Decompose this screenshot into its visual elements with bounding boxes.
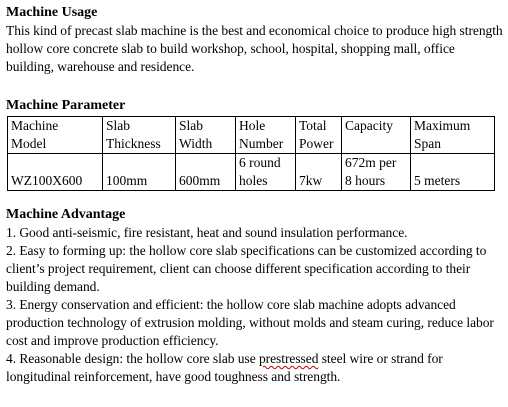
spacer bbox=[6, 76, 506, 96]
cell-text bbox=[179, 154, 231, 172]
cell-text: 7kw bbox=[299, 173, 323, 188]
machine-parameter-heading: Machine Parameter bbox=[6, 98, 126, 113]
document bbox=[6, 3, 506, 386]
cell-text bbox=[11, 154, 98, 172]
cell-text: 5 meters bbox=[414, 173, 461, 188]
cell-text: Number bbox=[239, 136, 284, 151]
table-header-row bbox=[8, 117, 495, 154]
cell-text: Model bbox=[11, 136, 47, 151]
data-cell-capacity bbox=[342, 154, 411, 191]
cell-text: Hole bbox=[239, 118, 266, 133]
cell-text: Span bbox=[414, 136, 441, 151]
cell-text: 100mm bbox=[106, 173, 148, 188]
cell-text: WZ100X600 bbox=[11, 173, 83, 188]
parameter-table bbox=[7, 116, 495, 191]
header-cell-slab-thickness bbox=[103, 117, 176, 154]
advantage-item-1: 1. Good anti-seismic, fire resistant, heat and sound insulation performance. bbox=[6, 225, 408, 240]
header-cell-total-power bbox=[296, 117, 342, 154]
data-cell-width bbox=[176, 154, 236, 191]
cell-text: 600mm bbox=[179, 173, 221, 188]
cell-text bbox=[106, 154, 171, 172]
machine-usage-heading: Machine Usage bbox=[6, 5, 98, 20]
data-cell-thickness bbox=[103, 154, 176, 191]
data-cell-model bbox=[8, 154, 103, 191]
cell-text: Power bbox=[299, 136, 334, 151]
cell-text: Maximum bbox=[414, 118, 471, 133]
data-cell-power bbox=[296, 154, 342, 191]
cell-text bbox=[299, 154, 337, 172]
advantage-item-4-text-end: steel wire or strand for longitudinal reinforcement, have good toughness and strength. bbox=[6, 351, 443, 384]
cell-text: Total bbox=[299, 118, 327, 133]
header-cell-machine-model bbox=[8, 117, 103, 154]
cell-text: Thickness bbox=[106, 136, 161, 151]
cell-text bbox=[414, 154, 490, 172]
advantage-item-2: 2. Easy to forming up: the hollow core slab specifications can be customized according to client’s project requirement, client can choose different specification according to their building demand. bbox=[6, 243, 487, 294]
spellcheck-underlined-word: prestressed bbox=[258, 351, 319, 366]
cell-text: 8 hours bbox=[345, 173, 386, 188]
data-cell-span bbox=[411, 154, 495, 191]
machine-usage-text: This kind of precast slab machine is the best and economical choice to produce high strength hollow core concrete slab to build workshop, school, hospital, shopping mall, office building, warehouse and residence. bbox=[6, 23, 503, 74]
header-cell-capacity bbox=[342, 117, 411, 154]
header-cell-hole-number bbox=[236, 117, 296, 154]
cell-text: Slab bbox=[106, 118, 131, 133]
table-data-row bbox=[8, 154, 495, 191]
cell-text: Machine bbox=[11, 118, 59, 133]
machine-advantage-heading: Machine Advantage bbox=[6, 207, 126, 222]
cell-text: Width bbox=[179, 136, 213, 151]
spacer bbox=[6, 191, 506, 205]
cell-text: 6 round bbox=[239, 155, 281, 170]
header-cell-maximum-span bbox=[411, 117, 495, 154]
cell-text: 672m per bbox=[345, 155, 397, 170]
cell-text: Capacity bbox=[345, 118, 393, 133]
cell-text: Slab bbox=[179, 118, 204, 133]
advantage-item-4 bbox=[6, 350, 506, 386]
advantage-item-3: 3. Energy conservation and efficient: the hollow core slab machine adopts advanced production technology of extrusion molding, without molds and steam curing, reduce labor cost and improve production efficiency. bbox=[6, 297, 494, 348]
data-cell-hole-number bbox=[236, 154, 296, 191]
advantage-item-4-text-start: 4. Reasonable design: the hollow core slab use bbox=[6, 351, 259, 366]
cell-text: holes bbox=[239, 173, 268, 188]
header-cell-slab-width bbox=[176, 117, 236, 154]
